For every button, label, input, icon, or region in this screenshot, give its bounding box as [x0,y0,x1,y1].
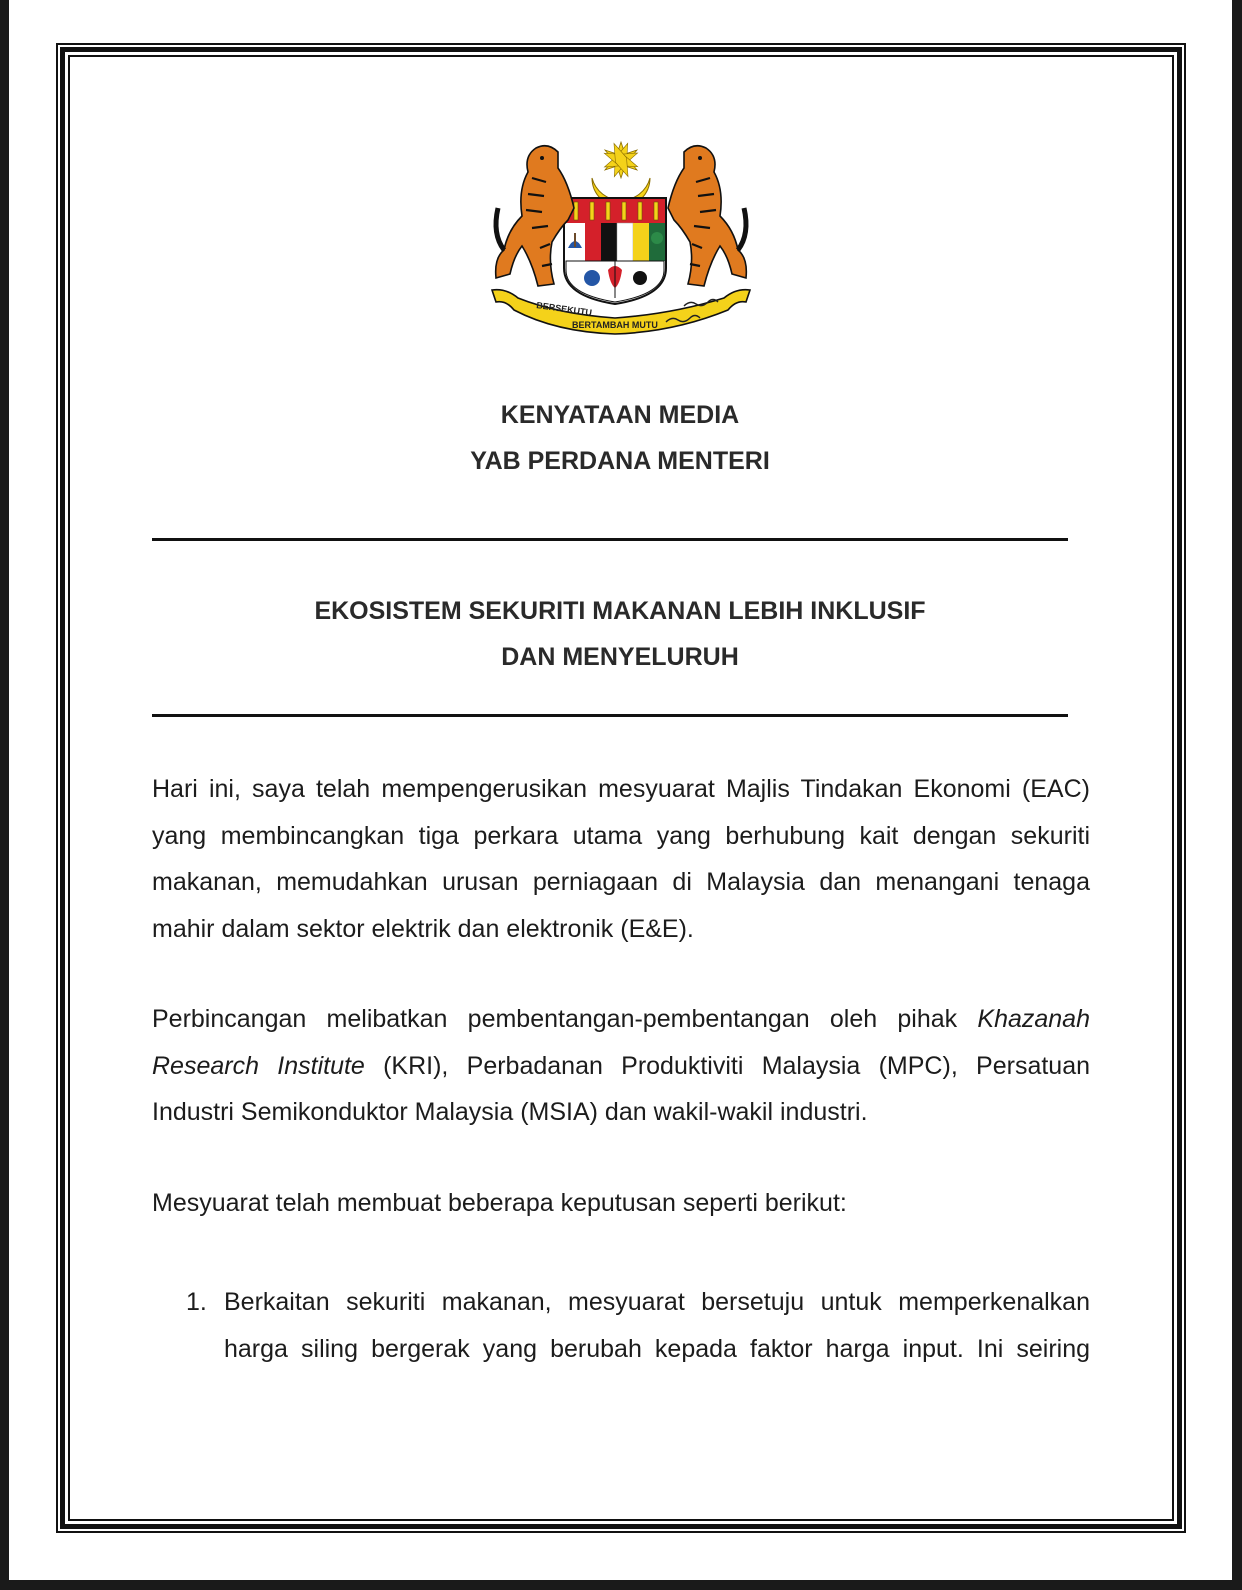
divider-top [152,538,1068,541]
header-line-2: YAB PERDANA MENTERI [470,447,770,475]
decision-list [186,1279,1090,1372]
page-edge-left [0,0,9,1590]
list-item-text [224,1279,1090,1372]
page-edge-right [1232,0,1242,1590]
list-item-line-1: Berkaitan sekuriti makanan, mesyuarat bersetuju untuk memperkenalkan [224,1288,1090,1316]
list-item-line-2: harga siling bergerak yang berubah kepada faktor harga input. Ini seiring [224,1334,1090,1363]
divider-bottom [152,714,1068,717]
list-item [186,1279,1090,1372]
paragraph-3: Mesyuarat telah membuat beberapa keputusan seperti berikut: [152,1189,847,1217]
title-line-2: DAN MENYELURUH [501,643,739,671]
page-edge-bottom [0,1580,1242,1590]
paragraph-2 [152,996,1090,1136]
paragraph-2-text-before: Perbincangan melibatkan pembentangan-pembentangan oleh pihak [152,1005,978,1033]
coat-of-arms-logo [488,138,754,342]
list-item-number: 1. [186,1288,207,1316]
paragraph-2-text-after: (KRI), Perbadanan Produktiviti Malaysia (MPC), Persatuan Industri Semikonduktor Malaysia (MSIA) dan wakil-wakil industri. [152,1051,1090,1126]
document-title [152,588,1088,680]
page-header [152,392,1088,484]
crest-motto-left: BERSEKUTU [535,300,593,318]
crest-motto-center: BERTAMBAH MUTU [572,320,658,330]
title-line-1: EKOSISTEM SEKURITI MAKANAN LEBIH INKLUSIF [314,597,926,625]
header-line-1: KENYATAAN MEDIA [500,401,740,429]
paragraph-1: Hari ini, saya telah mempengerusikan mesyuarat Majlis Tindakan Ekonomi (EAC) yang membincangkan tiga perkara utama yang berhubung kait dengan sekuriti makanan, memudahkan urusan perniagaan di Malaysia dan menangani tenaga mahir dalam sektor elektrik dan elektronik (E&E). [152,775,1090,943]
paragraph-2-italic: Khazanah Research Institute [152,1005,1090,1080]
